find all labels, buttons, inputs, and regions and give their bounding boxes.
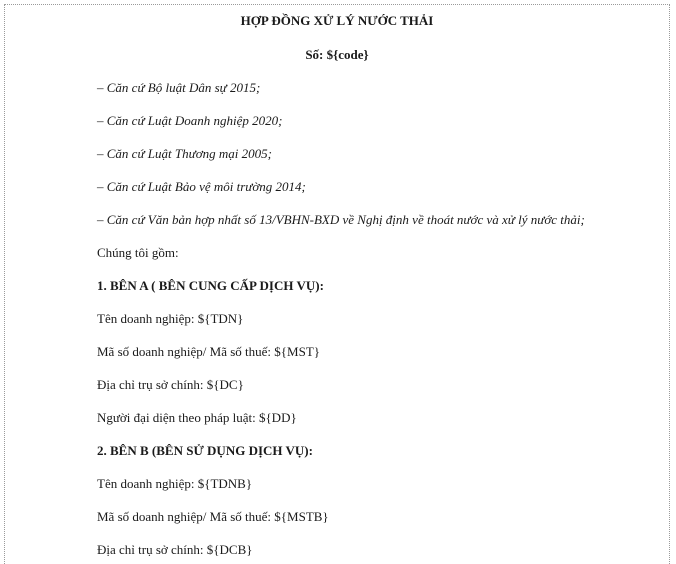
document-title: HỢP ĐỒNG XỬ LÝ NƯỚC THẢI [240, 13, 434, 28]
party-b-tax-code: Mã số doanh nghiệp/ Mã số thuế: ${MSTB} [97, 509, 329, 524]
legal-basis-item: – Căn cứ Văn bản hợp nhất số 13/VBHN-BXD về Nghị định về thoát nước và xử lý nước thải; [97, 212, 585, 227]
party-b-address: Địa chỉ trụ sở chính: ${DCB} [97, 542, 253, 557]
document-page [4, 4, 670, 564]
legal-basis-item: – Căn cứ Bộ luật Dân sự 2015; [97, 80, 261, 95]
party-a-address: Địa chỉ trụ sở chính: ${DC} [97, 377, 244, 392]
party-b-heading: 2. BÊN B (BÊN SỬ DỤNG DỊCH VỤ): [97, 443, 313, 458]
party-a-company-name: Tên doanh nghiệp: ${TDN} [97, 311, 244, 326]
party-a-representative: Người đại diện theo pháp luật: ${DD} [97, 410, 297, 425]
legal-basis-item: – Căn cứ Luật Bảo vệ môi trường 2014; [97, 179, 306, 194]
document-number: Số: ${code} [305, 47, 369, 62]
legal-basis-item: – Căn cứ Luật Thương mại 2005; [97, 146, 272, 161]
intro-text: Chúng tôi gồm: [97, 245, 179, 260]
legal-basis-item: – Căn cứ Luật Doanh nghiệp 2020; [97, 113, 283, 128]
party-a-tax-code: Mã số doanh nghiệp/ Mã số thuế: ${MST} [97, 344, 320, 359]
party-b-company-name: Tên doanh nghiệp: ${TDNB} [97, 476, 253, 491]
party-a-heading: 1. BÊN A ( BÊN CUNG CẤP DỊCH VỤ): [97, 278, 324, 293]
